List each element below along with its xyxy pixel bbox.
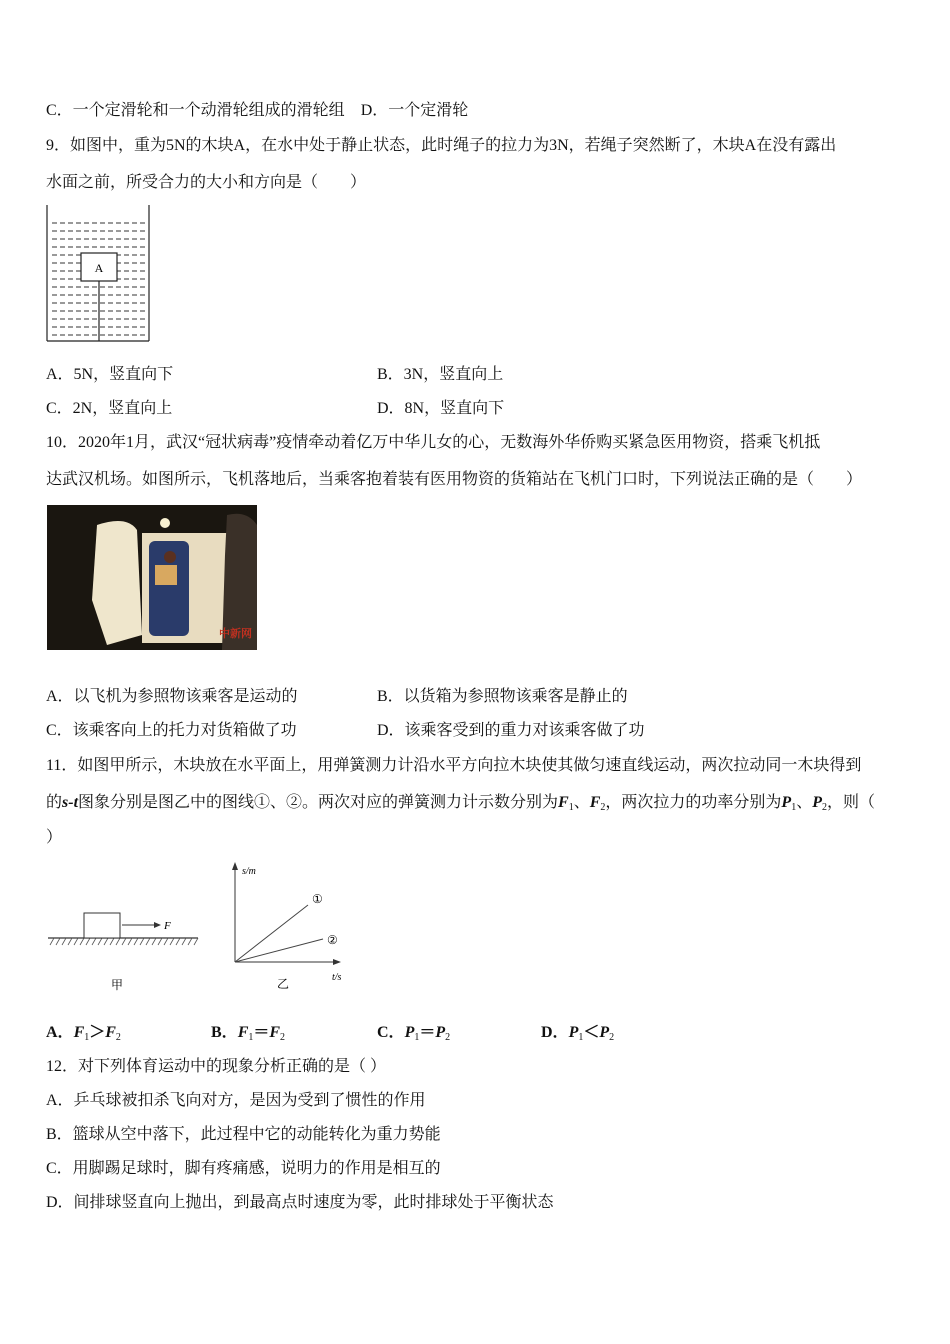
st-symbol: s-t — [62, 794, 79, 811]
q12-option-b: B．篮球从空中落下，此过程中它的动能转化为重力势能 — [46, 1126, 441, 1143]
figure-caption-yi: 乙 — [277, 977, 290, 990]
q10-stem-line1: 10．2020年1月，武汉“冠状病毒”疫情牵动着亿万中华儿女的心，无数海外华侨购买紧急医用物资，搭乘飞机抵 — [46, 434, 821, 451]
ground-hatch — [128, 938, 132, 945]
q11-figure-yi-st-graph — [225, 860, 355, 990]
ground-hatch — [146, 938, 150, 945]
f-symbol: F — [558, 794, 569, 811]
q12-option-c: C．用脚踢足球时，脚有疼痛感，说明力的作用是相互的 — [46, 1160, 441, 1177]
ground-hatch — [176, 938, 180, 945]
q12-option-d: D．间排球竖直向上抛出，到最高点时速度为零，此时排球处于平衡状态 — [46, 1194, 554, 1211]
q11-stem-line3: ） — [46, 829, 63, 846]
q11-figure-jia — [44, 905, 204, 995]
q9-option-a: A．5N，竖直向下 — [46, 366, 174, 383]
ground-hatch — [92, 938, 96, 945]
sep: 、 — [573, 794, 590, 811]
q11-option-c: C．$P_1=P_2$ — [377, 1024, 451, 1043]
sub: 2 — [821, 802, 827, 813]
q11-option-b: B．$F_1=F_2$ — [211, 1024, 286, 1043]
ground-hatch — [80, 938, 84, 945]
line-1-label: ① — [312, 892, 323, 906]
ground-hatch — [140, 938, 144, 945]
ground-hatch — [68, 938, 72, 945]
ground-hatch — [62, 938, 66, 945]
ground-hatch — [110, 938, 114, 945]
q12-option-a: A．乒乓球被扣杀飞向对方，是因为受到了惯性的作用 — [46, 1092, 426, 1109]
force-label: F — [164, 920, 171, 932]
sub: 2 — [600, 802, 606, 813]
p-symbol: P — [781, 794, 792, 811]
ground-hatch — [194, 938, 198, 945]
ground-hatch — [122, 938, 126, 945]
q8-option-c: C．一个定滑轮和一个动滑轮组成的滑轮组 — [46, 102, 345, 119]
ground-hatch — [170, 938, 174, 945]
q11-stem-line2 — [46, 793, 875, 818]
text: 图象分别是图乙中的图线①、②。两次对应的弹簧测力计示数分别为 — [78, 794, 559, 811]
ground-hatch — [98, 938, 102, 945]
f-symbol: F — [589, 794, 601, 811]
ground-hatch — [134, 938, 138, 945]
line-2-label: ② — [327, 933, 338, 947]
ground-hatch — [188, 938, 192, 945]
ground-hatch — [74, 938, 78, 945]
sub: 1 — [568, 802, 574, 813]
q9-option-d: D．8N，竖直向下 — [377, 400, 505, 417]
sep: 、 — [796, 794, 813, 811]
ground-hatch — [50, 938, 54, 945]
text: ，两次拉力的功率分别为 — [605, 794, 782, 811]
q11-stem-line1: 11．如图甲所示，木块放在水平面上，用弹簧测力计沿水平方向拉木块使其做匀速直线运动，两次拉动同一木块得到 — [46, 757, 862, 774]
x-axis-label: t/s — [332, 972, 342, 983]
ground-hatch — [158, 938, 162, 945]
q10-option-a: A．以飞机为参照物该乘客是运动的 — [46, 688, 298, 705]
y-axis-label: s/m — [242, 866, 256, 877]
ground-hatch — [164, 938, 168, 945]
p-symbol: P — [812, 794, 822, 811]
q10-option-d: D．该乘客受到的重力对该乘客做了功 — [377, 722, 645, 739]
q10-option-b: B．以货箱为参照物该乘客是静止的 — [377, 688, 628, 705]
q10-stem-line2: 达武汉机场。如图所示，飞机落地后，当乘客抱着装有医用物资的货箱站在飞机门口时，下列说法正确的是（ ） — [46, 471, 863, 488]
ground-hatch — [116, 938, 120, 945]
q11-option-d: D．$P_1<P_2$ — [541, 1024, 615, 1043]
q9-stem-line2: 水面之前，所受合力的大小和方向是（ ） — [46, 174, 367, 191]
text: ，则（ — [826, 794, 875, 811]
q10-airplane-photo — [47, 505, 257, 650]
q8-options — [46, 101, 468, 121]
figure-caption-jia: 甲 — [111, 978, 124, 992]
ground-hatch — [182, 938, 186, 945]
q9-stem-line1: 9．如图中，重为5N的木块A，在水中处于静止状态，此时绳子的拉力为3N，若绳子突然断了，木块A在没有露出 — [46, 137, 837, 154]
q8-option-d: D．一个定滑轮 — [360, 102, 469, 119]
text: 的 — [46, 794, 63, 811]
line-1 — [235, 905, 308, 962]
q9-option-b: B．3N，竖直向上 — [377, 366, 504, 383]
q9-water-container-figure — [44, 203, 154, 345]
ground-hatch — [104, 938, 108, 945]
q9-option-c: C．2N，竖直向上 — [46, 400, 173, 417]
line-2 — [235, 939, 323, 962]
ground-hatch — [152, 938, 156, 945]
sub: 1 — [791, 802, 797, 813]
photo-watermark: 中新网 — [219, 628, 252, 640]
q10-option-c: C．该乘客向上的托力对货箱做了功 — [46, 722, 297, 739]
q12-stem: 12．对下列体育运动中的现象分析正确的是（ ） — [46, 1058, 387, 1075]
ground-hatch — [56, 938, 60, 945]
block-a-label: A — [94, 261, 104, 275]
q11-option-a: A．$F_1>F_2$ — [46, 1024, 121, 1043]
ground-hatch — [86, 938, 90, 945]
